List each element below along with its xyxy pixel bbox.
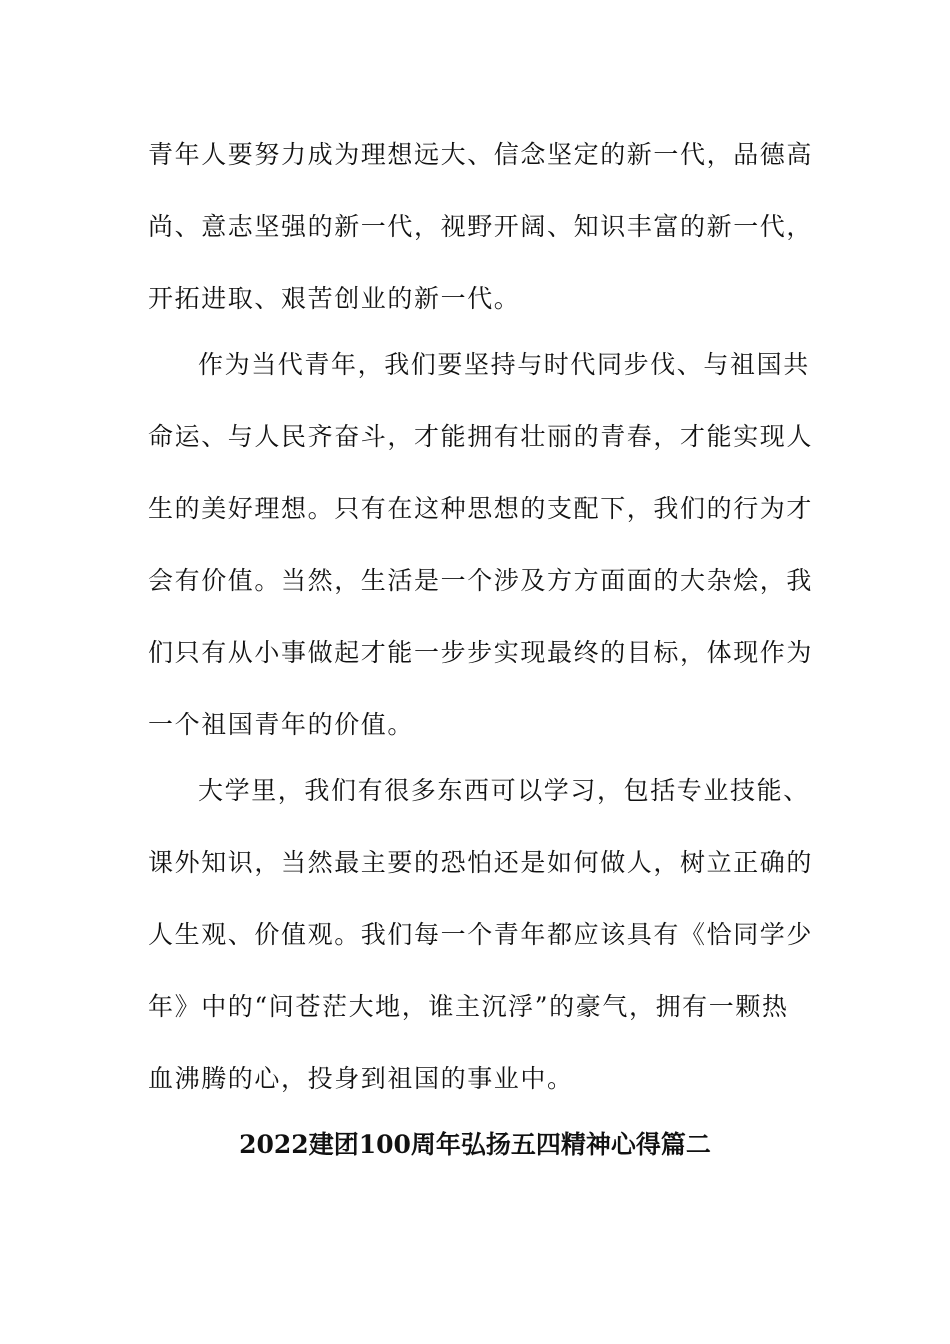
paragraph-line: 尚、意志坚强的新一代，视野开阔、知识丰富的新一代， bbox=[148, 212, 814, 241]
paragraph-line: 青年人要努力成为理想远大、信念坚定的新一代，品德高 bbox=[148, 140, 814, 169]
section-heading: 2022建团100周年弘扬五四精神心得篇二 bbox=[239, 1130, 711, 1159]
paragraph-line: 课外知识，当然最主要的恐怕还是如何做人，树立正确的 bbox=[148, 848, 814, 877]
paragraph-line: 开拓进取、艰苦创业的新一代。 bbox=[148, 284, 521, 313]
paragraph-line: 们只有从小事做起才能一步步实现最终的目标，体现作为 bbox=[148, 638, 814, 667]
paragraph-line: 会有价值。当然，生活是一个涉及方方面面的大杂烩，我 bbox=[148, 566, 814, 595]
paragraph-line: 作为当代青年，我们要坚持与时代同步伐、与祖国共 bbox=[198, 350, 810, 379]
paragraph-line: 年》中的“问苍茫大地，谁主沉浮”的豪气，拥有一颗热 bbox=[148, 992, 789, 1021]
paragraph-line: 一个祖国青年的价值。 bbox=[148, 710, 415, 739]
paragraph-line: 大学里，我们有很多东西可以学习，包括专业技能、 bbox=[198, 776, 810, 805]
paragraph-line: 命运、与人民齐奋斗，才能拥有壮丽的青春，才能实现人 bbox=[148, 422, 814, 451]
paragraph-line: 生的美好理想。只有在这种思想的支配下，我们的行为才 bbox=[148, 494, 814, 523]
paragraph-line: 人生观、价值观。我们每一个青年都应该具有《恰同学少 bbox=[148, 920, 814, 949]
paragraph-line: 血沸腾的心，投身到祖国的事业中。 bbox=[148, 1064, 574, 1093]
